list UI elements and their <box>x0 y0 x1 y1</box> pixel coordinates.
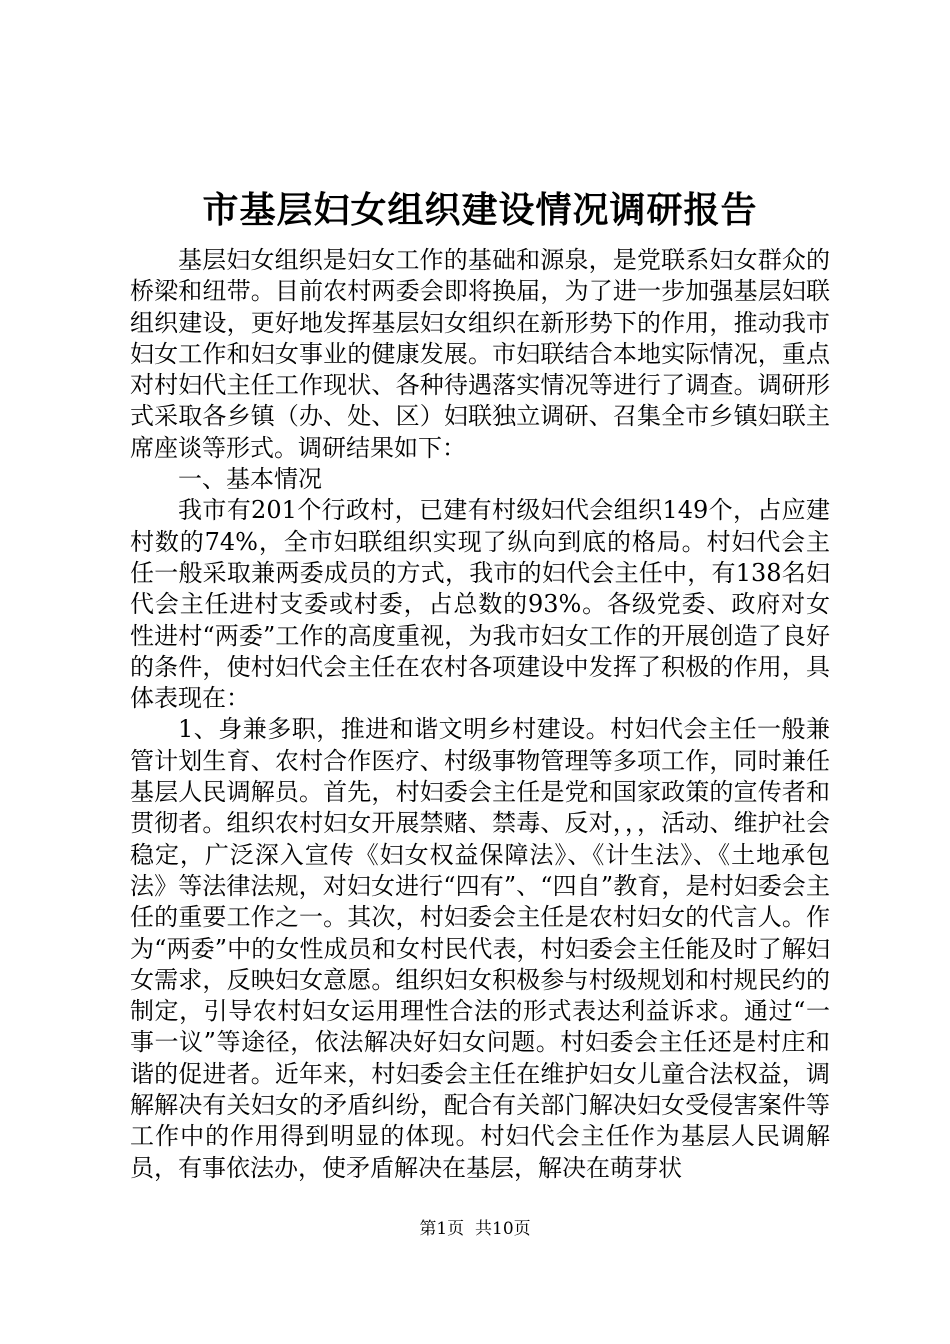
section-heading-basic-situation: 一、基本情况 <box>178 465 322 494</box>
intro-paragraph: 基层妇女组织是妇女工作的基础和源泉，是党联系妇女群众的桥梁和纽带。目前农村两委会即将换届，为了进一步加强基层妇联组织建设，更好地发挥基层妇女组织在新形势下的作用，推动我市妇女工作和妇女事业的健康发展。市妇联结合本地实际情况，重点对村妇代主任工作现状、各种待遇落实情况等进行了调查。调研形式采取各乡镇（办、处、区）妇联独立调研、召集全市乡镇妇联主席座谈等形式。调研结果如下： <box>130 246 830 462</box>
page-total: 共10页 <box>475 1219 531 1239</box>
item-1-paragraph: 1、身兼多职，推进和谐文明乡村建设。村妇代会主任一般兼管计划生育、农村合作医疗、村级事物管理等多项工作，同时兼任基层人民调解员。首先，村妇委会主任是党和国家政策的宣传者和贯彻者。组织农村妇女开展禁赌、禁毒、反对，，，活动、维护社会稳定，广泛深入宣传《妇女权益保障法》、《计生法》、《土地承包法》等法律法规，对妇女进行“四有”、“四自”教育，是村妇委会主任的重要工作之一。其次，村妇委会主任是农村妇女的代言人。作为“两委”中的女性成员和女村民代表，村妇委会主任能及时了解妇女需求，反映妇女意愿。组织妇女积极参与村级规划和村规民约的制定，引导农村妇女运用理性合法的形式表达利益诉求。通过“一事一议”等途径，依法解决好妇女问题。村妇委会主任还是村庄和谐的促进者。近年来，村妇委会主任在维护妇女儿童合法权益，调解解决有关妇女的矛盾纠纷，配合有关部门解决妇女受侵害案件等工作中的作用得到明显的体现。村妇代会主任作为基层人民调解员，有事依法办，使矛盾解决在基层，解决在萌芽状 <box>130 715 830 1182</box>
basic-situation-paragraph: 我市有201个行政村，已建有村级妇代会组织149个，占应建村数的74%，全市妇联组织实现了纵向到底的格局。村妇代会主任一般采取兼两委成员的方式，我市的妇代会主任中，有138名妇代会主任进村支委或村委，占总数的93%。各级党委、政府对女性进村“两委”工作的高度重视，为我市妇女工作的开展创造了良好的条件，使村妇代会主任在农村各项建设中发挥了积极的作用，具体表现在： <box>130 496 830 713</box>
page-footer <box>0 1218 950 1240</box>
document-title: 市基层妇女组织建设情况调研报告 <box>202 189 758 231</box>
page-number: 第1页 <box>419 1219 465 1239</box>
document-page <box>130 185 830 1184</box>
